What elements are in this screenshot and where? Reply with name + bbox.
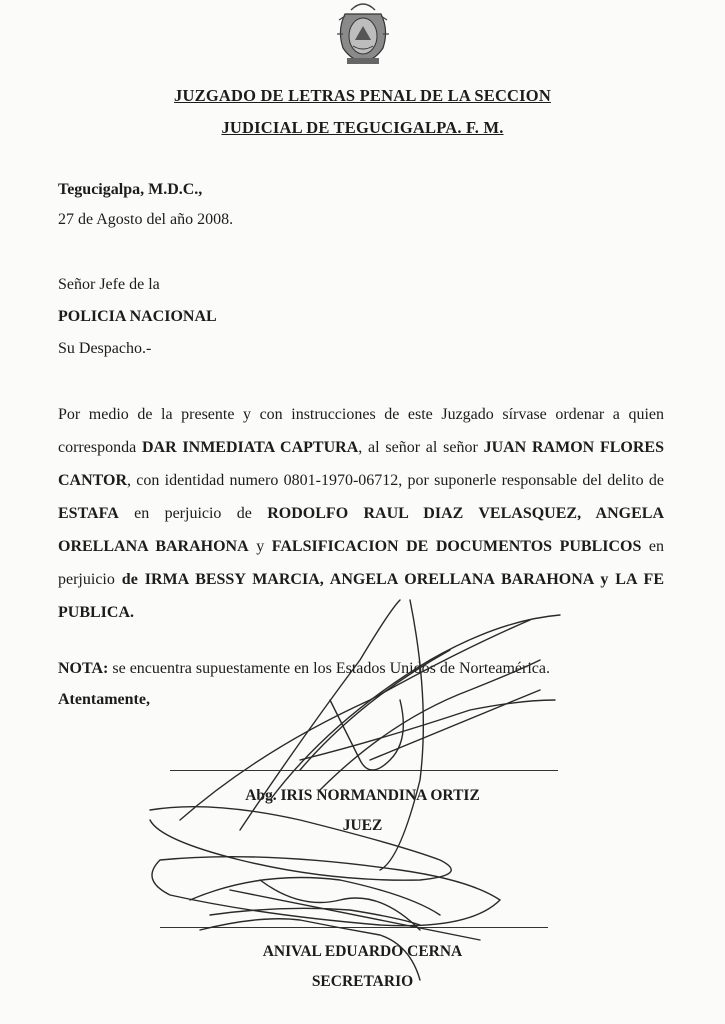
accused-name: JUAN RAMON FLORES CANTOR [58,439,665,489]
victims-2: de IRMA BESSY MARCIA, ANGELA ORELLANA BARAHONA y LA FE PUBLICA. [58,571,664,621]
note-text: se encuentra supuestamente en los Estados Unidos de Norteamérica. [108,660,551,677]
recipient-line-1: Señor Jefe de la [58,276,160,293]
capture-order: DAR INMEDIATA CAPTURA [141,439,359,456]
letter-body [58,398,664,629]
place: Tegucigalpa, M.D.C., [58,181,203,198]
coat-of-arms-icon [331,0,395,66]
body-text: , con identidad numero 0801-1970-06712, por suponerle responsable del delito de [127,472,664,489]
crime-falsificacion: FALSIFICACION DE DOCUMENTOS PUBLICOS [271,538,642,555]
recipient-line-3: Su Despacho.- [58,340,152,357]
secretary-title: SECRETARIO [311,973,414,990]
court-name-line-1: JUZGADO DE LETRAS PENAL DE LA SECCION [174,86,551,105]
secretary-name: ANIVAL EDUARDO CERNA [262,943,463,960]
body-text: Por medio de la presente y con instrucciones de este Juzgado sírvase ordenar a quien corresponda [58,406,664,456]
closing: Atentamente, [58,691,150,708]
judge-name: Abg. IRIS NORMANDINA ORTIZ [245,787,480,804]
recipient-line-2: POLICIA NACIONAL [58,308,217,325]
body-text: en perjuicio de [118,505,268,522]
date: 27 de Agosto del año 2008. [58,211,234,228]
crime-estafa: ESTAFA [58,505,119,522]
body-text: y [248,538,272,555]
signature-line-judge [170,770,558,771]
body-text: , al señor al señor [358,439,484,456]
judge-title: JUEZ [342,817,383,834]
note [58,660,550,678]
court-name-line-2: JUDICIAL DE TEGUCIGALPA. F. M. [221,118,504,137]
body-text: en perjuicio [58,538,665,588]
signature-line-secretary [160,927,548,928]
victims-1: RODOLFO RAUL DIAZ VELASQUEZ, ANGELA ORELLANA BARAHONA [58,505,664,555]
note-label: NOTA: [58,660,109,677]
